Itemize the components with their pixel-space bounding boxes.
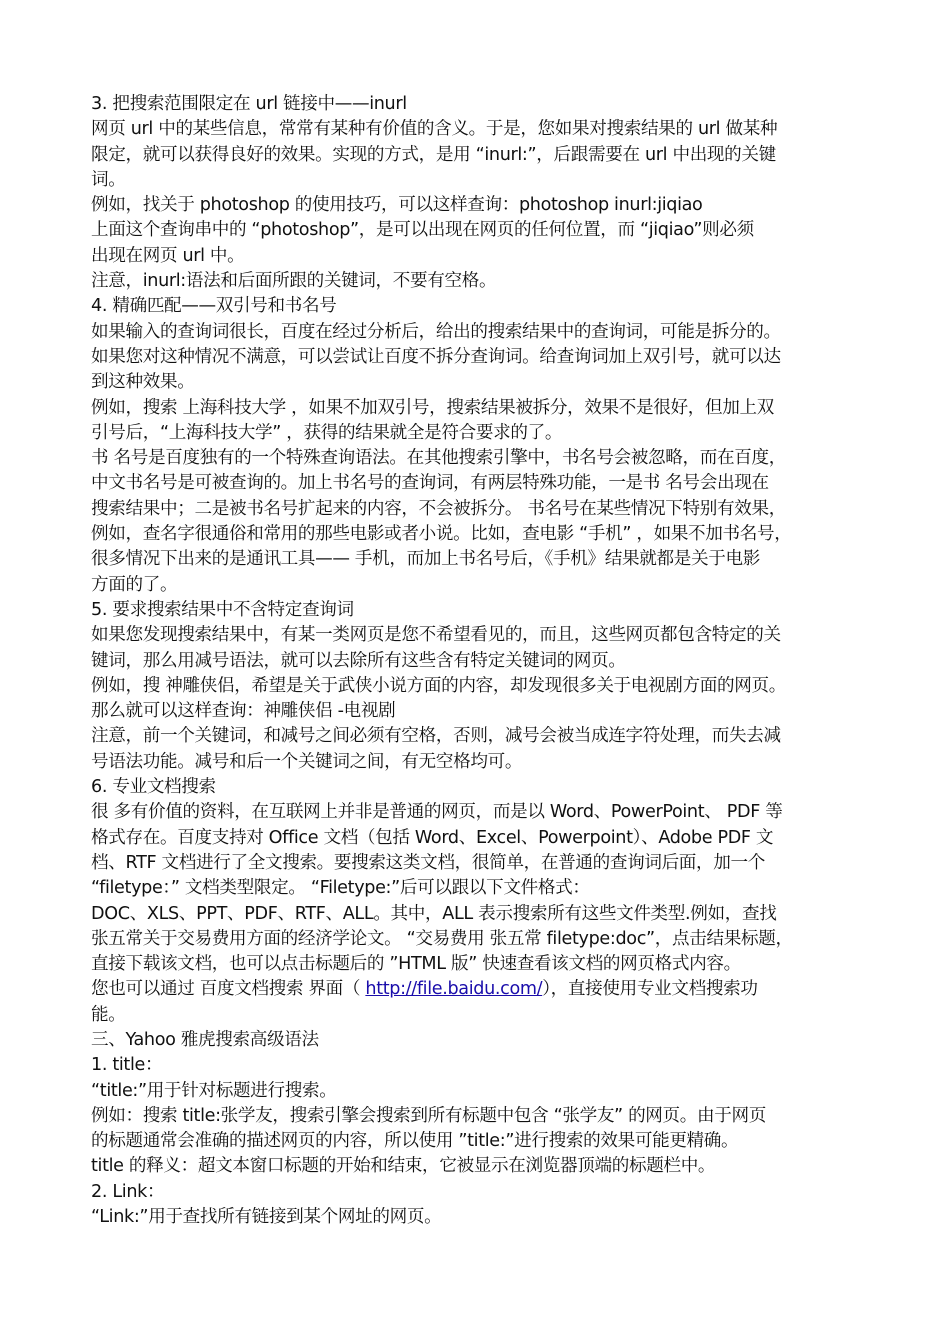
text-line: 上面这个查询串中的 “photoshop”，是可以出现在网页的任何位置，而 “jiqiao”则必须 bbox=[91, 220, 754, 241]
text-line: 引号后，“上海科技大学” ，获得的结果就全是符合要求的了。 bbox=[91, 422, 563, 443]
text-line: 很多情况下出来的是通讯工具—— 手机，而加上书名号后，《手机》结果就都是关于电影 bbox=[91, 549, 760, 570]
text-line: 如果您发现搜索结果中，有某一类网页是您不希望看见的，而且，这些网页都包含特定的关 bbox=[91, 625, 781, 646]
text-line: 词。 bbox=[91, 169, 126, 190]
text-line: DOC、XLS、PPT、PDF、RTF、ALL。其中，ALL 表示搜索所有这些文件类型.例如，查找 bbox=[91, 903, 777, 924]
text-line: 张五常关于交易费用方面的经济学论文。 “交易费用 张五常 filetype:doc”，点击结果标题， bbox=[91, 928, 793, 949]
section-heading: 4. 精确匹配——双引号和书名号 bbox=[91, 296, 337, 317]
text-line: title 的释义：超文本窗口标题的开始和结束，它被显示在浏览器顶端的标题栏中。 bbox=[91, 1156, 716, 1177]
text-line: 搜索结果中；二是被书名号扩起来的内容，不会被拆分。 书名号在某些情况下特别有效果， bbox=[91, 498, 786, 519]
text-line: 出现在网页 url 中。 bbox=[91, 245, 245, 266]
text-line: 例如，查名字很通俗和常用的那些电影或者小说。比如，查电影 “手机” ，如果不加书名号， bbox=[91, 524, 792, 545]
text-line-with-link bbox=[91, 977, 871, 1002]
text-line: 的标题通常会准确的描述网页的内容，所以使用 ”title:”进行搜索的效果可能更精确。 bbox=[91, 1131, 739, 1152]
text-line: “Link:”用于查找所有链接到某个网址的网页。 bbox=[91, 1207, 442, 1228]
text-line: 方面的了。 bbox=[91, 574, 178, 595]
text-line: 例如，搜索 上海科技大学 ，如果不加双引号，搜索结果被拆分，效果不是很好，但加上双 bbox=[91, 397, 774, 418]
text-line: 限定，就可以获得良好的效果。实现的方式，是用 “inurl:”，后跟需要在 url 中出现的关键 bbox=[91, 144, 776, 165]
text-line: 3. 把搜索范围限定在 url 链接中——inurl bbox=[91, 94, 407, 114]
text-line: 例如：搜索 title:张学友，搜索引擎会搜索到所有标题中包含 “张学友” 的网页。由于网页 bbox=[91, 1105, 767, 1126]
text-line: 注意，前一个关键词，和减号之间必须有空格，否则，减号会被当成连字符处理，而失去减 bbox=[91, 726, 781, 747]
text-line: 中文书名号是可被查询的。加上书名号的查询词，有两层特殊功能，一是书 名号会出现在 bbox=[91, 473, 769, 494]
text-line: 档、RTF 文档进行了全文搜索。要搜索这类文档，很简单，在普通的查询词后面，加一个 bbox=[91, 852, 766, 873]
text-line: 如果输入的查询词很长，百度在经过分析后，给出的搜索结果中的查询词，可能是拆分的。 bbox=[91, 321, 781, 342]
text-line: 那么就可以这样查询：神雕侠侣 -电视剧 bbox=[91, 701, 396, 722]
subsection-heading: 2. Link： bbox=[91, 1181, 165, 1202]
text-line: 到这种效果。 bbox=[91, 372, 195, 393]
text-line: 例如，找关于 photoshop 的使用技巧，可以这样查询：photoshop inurl:jiqiao bbox=[91, 195, 703, 216]
baidu-file-link[interactable]: http://file.baidu.com/ bbox=[365, 979, 543, 1000]
text-line: 例如，搜 神雕侠侣，希望是关于武侠小说方面的内容，却发现很多关于电视剧方面的网页。 bbox=[91, 675, 786, 696]
text-line: 直接下载该文档，也可以点击标题后的 ”HTML 版” 快速查看该文档的网页格式内容。 bbox=[91, 954, 741, 975]
text-line: 网页 url 中的某些信息，常常有某种有价值的含义。于是，您如果对搜索结果的 url 做某种 bbox=[91, 119, 778, 140]
text-line: 号语法功能。减号和后一个关键词之间，有无空格均可。 bbox=[91, 751, 523, 772]
text-line: 格式存在。百度支持对 Office 文档（包括 Word、Excel、Powerpoint）、Adobe PDF 文 bbox=[91, 827, 774, 848]
section-heading: 三、Yahoo 雅虎搜索高级语法 bbox=[91, 1029, 319, 1050]
document-page bbox=[91, 92, 871, 1230]
text-line: 如果您对这种情况不满意，可以尝试让百度不拆分查询词。给查询词加上双引号，就可以达 bbox=[91, 346, 781, 367]
text-line: “filetype：” 文档类型限定。 “Filetype:”后可以跟以下文件格式： bbox=[91, 878, 590, 899]
section-heading: 5. 要求搜索结果中不含特定查询词 bbox=[91, 599, 354, 620]
subsection-heading: 1. title： bbox=[91, 1055, 163, 1076]
section-heading: 6. 专业文档搜索 bbox=[91, 777, 216, 798]
text-line: 能。 bbox=[91, 1004, 126, 1025]
text-line: 很 多有价值的资料，在互联网上并非是普通的网页，而是以 Word、PowerPoint、 PDF 等 bbox=[91, 802, 783, 823]
link-line-before: 您也可以通过 百度文档搜索 界面（ bbox=[91, 979, 366, 1000]
text-line: “title:”用于针对标题进行搜索。 bbox=[91, 1080, 337, 1101]
text-line: 键词，那么用减号语法，就可以去除所有这些含有特定关键词的网页。 bbox=[91, 650, 626, 671]
link-line-after: ），直接使用专业文档搜索功 bbox=[542, 979, 758, 1000]
text-line: 注意，inurl:语法和后面所跟的关键词，不要有空格。 bbox=[91, 271, 497, 292]
text-line: 书 名号是百度独有的一个特殊查询语法。在其他搜索引擎中，书名号会被忽略，而在百度， bbox=[91, 448, 786, 469]
